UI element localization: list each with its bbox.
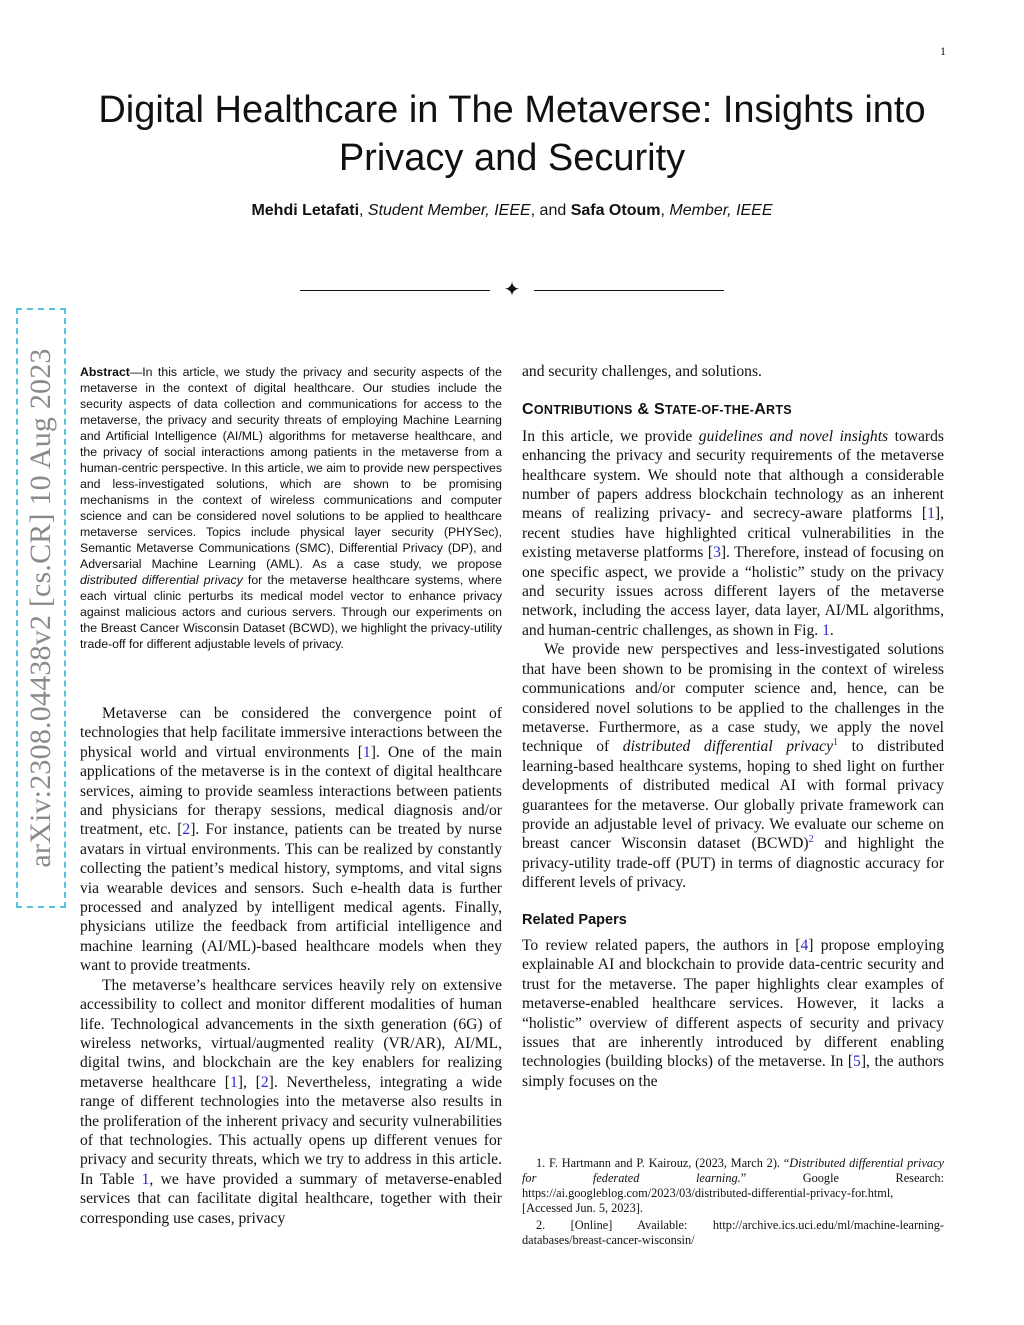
author-separator: , and [530,202,571,219]
author-role-1: Student Member, IEEE [367,202,531,219]
continued-paragraph: and security challenges, and solutions. [522,363,762,380]
footnote-marker-link[interactable]: 2 [808,834,814,846]
text-run: ]. Nevertheless, integrating a wide range of different technologies into the metaverse also results in the proliferation of the inherent privacy and security vulnerabilities of that technologies. This actually opens up different venues for privacy and security threats, which we try to address in this article. In Table [80,1073,502,1188]
citation-link[interactable]: 3 [713,544,721,562]
text-run: Metaverse can be considered the convergence point of technologies that help facilitate immersive interactions between the physical world and virtual environments [ [80,705,502,761]
abstract-dash: — [129,365,143,379]
author-line: Mehdi Letafati, Student Member, IEEE, and Safa Otoum, Member, IEEE [251,202,773,219]
text-run: ], recent studies have highlighted critical vulnerabilities in the existing metaverse platforms [ [522,505,944,562]
text-run: ], [ [237,1073,261,1091]
footnote-marker-link[interactable]: 1 [833,737,838,749]
citation-link[interactable]: 2 [260,1073,269,1091]
footnote-2: 2. [Online] Available: http://archive.ics.uci.edu/ml/machine-learning-databases/breast-cancer-wisconsin/ [522,1218,944,1247]
citation-link[interactable]: 5 [853,1053,861,1071]
text-run: In this article, we provide [522,427,699,445]
text-run: To review related papers, the authors in [ [522,936,801,954]
text-run: , we have provided a summary of metaverse-enabled services that can facilitate digital healthcare, together with their corresponding use cases, privacy [80,1170,502,1227]
abstract-label: Abstract [80,365,130,379]
left-column-body [80,704,502,1228]
italic-run: guidelines and novel insights [698,427,889,445]
contributions-paragraph-1 [522,427,944,640]
text-run: . [829,621,834,639]
subsection-heading-related-papers: Related Papers [522,911,627,928]
italic-run: Distributed differential privacy for federated learning. [522,1156,944,1185]
author-role-2: Member, IEEE [669,202,773,219]
paper-title: Digital Healthcare in The Metaverse: Insights into Privacy and Security [98,89,926,179]
text-run: ] propose employing explainable AI and blockchain to provide data-centric security and trust for the metaverse. The paper highlights clear examples of metaverse-enabled healthcare services. However, it lacks a “holistic” overview of different aspects of security and privacy issues that are inherently introduced by different enabling technologies (building blocks) of the metaverse. In [ [522,936,944,1071]
arxiv-identifier-text: arXiv:2308.04438v2 [cs.CR] 10 Aug 2023 [24,348,57,868]
related-papers-paragraph [522,936,944,1091]
heading-run: C [522,401,534,419]
text-run: 1. F. Hartmann and P. Kairouz, (2023, March 2). “ [536,1156,790,1170]
citation-link[interactable]: 1 [229,1073,238,1091]
intro-paragraph-1 [80,704,502,976]
text-run: ” Google Research: https://ai.googleblog.com/2023/03/distributed-differential-privacy-for.html, [Accessed Jun. 5, 2023]. [522,1171,944,1215]
text-run: We provide new perspectives and less-investigated solutions that have been shown to be promising in the context of wireless communications and/or computer science and, hence, can be considered novel solutions to be applied to the challenges in the metaverse. Furthermore, as a case study, we apply the novel technique of [522,641,944,756]
divider-line-right [534,290,724,291]
text-run: to distributed learning-based healthcare systems, hoping to shed light on further developments of distributed medical AI with formal privacy guarantees for the metaverse. Our globally private framework can provide an adjustable level of privacy. We evaluate our scheme on breast cancer Wisconsin dataset (BCWD) [522,738,944,853]
right-column-body [522,362,944,1091]
divider-line-left [300,290,490,291]
abstract-text-1: In this article, we study the privacy and security aspects of the metaverse in the context of digital healthcare. Our studies include the security aspects of data collection and communications for access to the metaverse, the privacy and security threats of employing Machine Learning and Artificial Intelligence (AI/ML) algorithms for metaverse healthcare, and the privacy of social interactions among patients in the metaverse from a human-centric perspective. In this article, we aim to provide new perspectives and less-investigated solutions, which are shown to be promising mechanisms in the context of wireless communications and computer science and can be considered novel solutions to be applied to healthcare metaverse services. Topics include physical layer security (PHYSec), Semantic Metaverse Communications (SMC), Differential Privacy (DP), and Adversarial Machine Learning (AML). As a case study, we propose [80,365,502,571]
heading-run: & [632,401,654,419]
figure-reference-link[interactable]: 1 [822,621,830,639]
text-run: towards enhancing the privacy and security requirements of the metaverse healthcare system. We should note that although a considerable number of papers address blockchain technology as an inherent means of realizing privacy- and secrecy-aware platforms [ [522,427,944,523]
text-run: The metaverse’s healthcare services heavily rely on extensive accessibility to collect and monitor different modalities of human life. Technological advancements in the sixth generation (6G) of wireless networks, virtual/augmented reality (VR/AR), AI/ML, digital twins, and blockchain are the key enablers for realizing metaverse healthcare [ [80,976,502,1091]
citation-link[interactable]: 4 [800,936,809,954]
text-run: ]. One of the main applications of the metaverse is in the context of digital healthcare services, aiming to provide seamless interactions between patients and physicians for therapy sessions, medical diagnosis and/or treatment, etc. [ [80,743,502,839]
title-divider [300,280,724,304]
text-run: and highlight the privacy-utility trade-off (PUT) in terms of diagnostic accuracy for different levels of privacy. [522,835,944,892]
abstract-text-2: for the metaverse healthcare systems, where each virtual clinic perturbs its medical model vector to enhance privacy against malicious actors and curious servers. Through our experiments on the Breast Cancer Wisconsin Dataset (BCWD), we highlight the privacy-utility trade-off for different adjustable levels of privacy. [80,573,502,651]
text-run: ]. Therefore, instead of focusing on one specific aspect, we provide a “holistic” study on the privacy and security issues across different layers of the metaverse network, including the access layer, data layer, AI/ML algorithms, and human-centric challenges, as shown in Fig. [522,544,945,639]
contributions-paragraph-2 [522,640,944,892]
footnotes [522,1156,944,1250]
page-number: 1 [940,44,946,58]
author-name-1: Mehdi Letafati [251,202,360,219]
text-run: ], the authors simply focuses on the [522,1053,944,1090]
table-reference-link[interactable]: 1 [141,1170,150,1188]
footnote-1 [522,1156,944,1216]
intro-paragraph-2 [80,976,502,1228]
heading-run: A [754,401,767,419]
section-heading-contributions [522,400,944,420]
abstract [80,364,502,652]
citation-link[interactable]: 2 [182,821,191,839]
heading-run: S [653,401,665,419]
citation-link[interactable]: 1 [362,743,371,761]
divider-star-icon: ✦ [503,279,521,301]
heading-run: RTS [766,403,792,418]
heading-run: ONTRIBUTIONS [533,403,633,418]
text-run: ]. For instance, patients can be treated by nurse avatars in virtual environments. This can be realized by constantly collecting the patient’s medical history, symptoms, and vital signs via wearable devices and sensors. Such e-health data is further processed and analyzed by intelligent medical agents. Finally, physicians utilize the feedback from artificial intelligence and machine learning (AI/ML)-based healthcare models when they want to provide treatments. [80,821,502,975]
italic-run: distributed differential privacy [622,738,833,756]
abstract-italic: distributed differential privacy [80,573,243,587]
citation-link[interactable]: 1 [927,505,935,523]
author-name-2: Safa Otoum [570,202,661,219]
arxiv-identifier-stamp[interactable] [16,308,66,908]
heading-run: TATE-OF-THE- [664,403,755,418]
